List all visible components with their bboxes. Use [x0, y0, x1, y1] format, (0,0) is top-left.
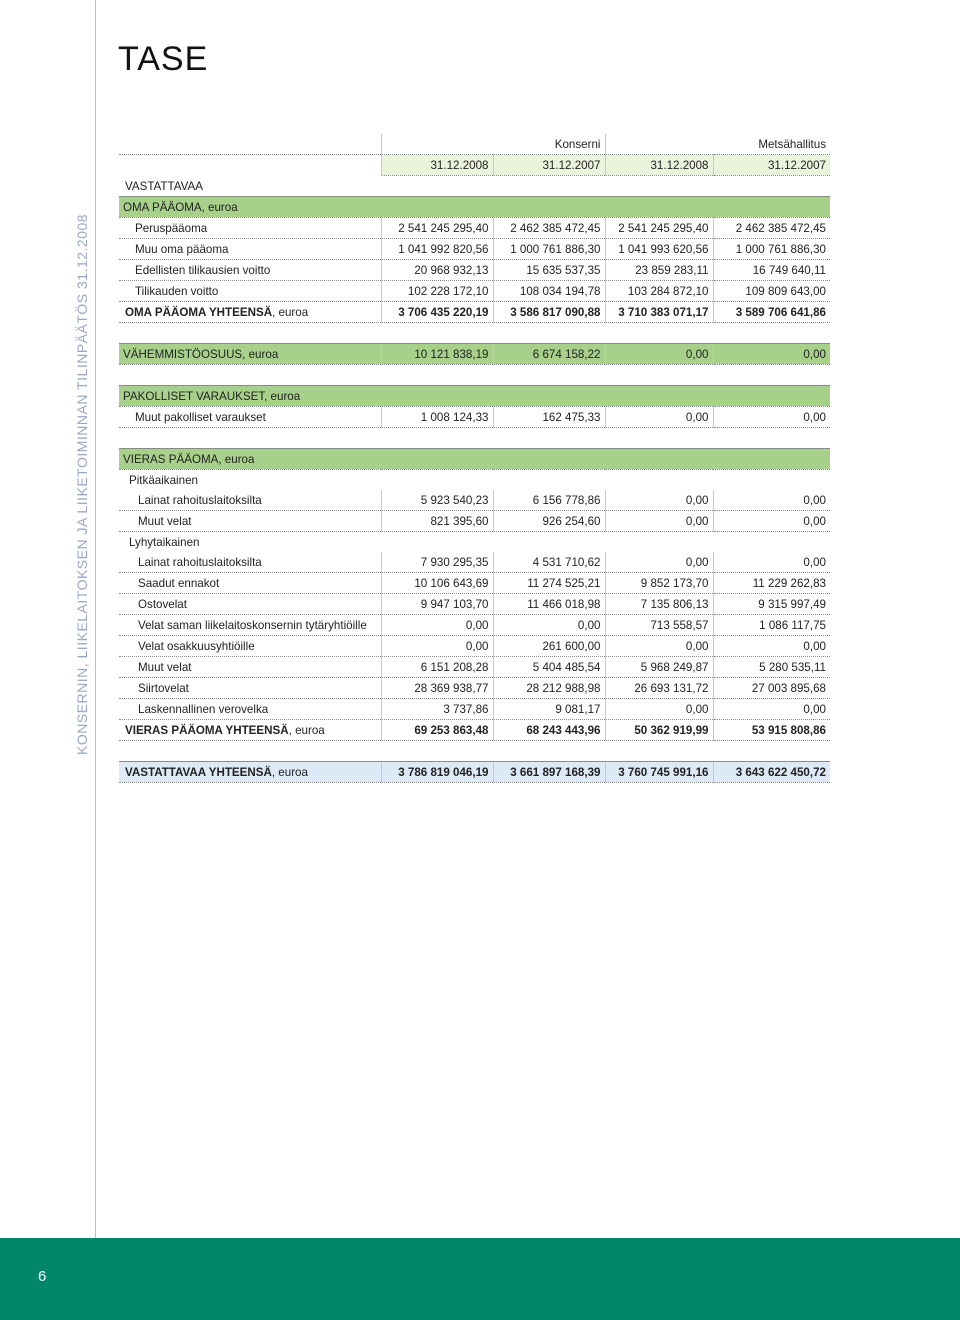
row-label: Velat osakkuusyhtiöille [119, 636, 381, 657]
table-row [119, 594, 830, 615]
cell-value: 102 228 172,10 [381, 281, 493, 302]
cell-value: 1 000 761 886,30 [713, 239, 830, 260]
cell-value: 1 000 761 886,30 [493, 239, 605, 260]
row-label: Muut velat [119, 511, 381, 532]
section-vieras-paaoma [119, 449, 830, 470]
cell-value: 0,00 [713, 490, 830, 511]
cell-value: 0,00 [713, 636, 830, 657]
total-value: 3 661 897 168,39 [493, 762, 605, 783]
row-label: Siirtovelat [119, 678, 381, 699]
total-value: 3 786 819 046,19 [381, 762, 493, 783]
row-label: Laskennallinen verovelka [119, 699, 381, 720]
date-col-3: 31.12.2008 [605, 155, 713, 176]
cell-value: 28 212 988,98 [493, 678, 605, 699]
section-label: VIERAS PÄÄOMA, euroa [119, 449, 830, 470]
oma-paaoma-total-row [119, 302, 830, 323]
group-metsahallitus: Metsähallitus [713, 134, 830, 155]
cell-value: 821 395,60 [381, 511, 493, 532]
cell-value: 6 156 778,86 [493, 490, 605, 511]
cell-value: 713 558,57 [605, 615, 713, 636]
cell-value: 20 968 932,13 [381, 260, 493, 281]
total-value: 3 589 706 641,86 [713, 302, 830, 323]
cell-value: 0,00 [493, 615, 605, 636]
cell-value: 5 280 535,11 [713, 657, 830, 678]
cell-value: 0,00 [605, 699, 713, 720]
table-row [119, 281, 830, 302]
section-oma-paaoma [119, 197, 830, 218]
cell-value: 9 852 173,70 [605, 573, 713, 594]
cell-value: 162 475,33 [493, 407, 605, 428]
cell-value: 9 947 103,70 [381, 594, 493, 615]
cell-value: 0,00 [713, 552, 830, 573]
date-col-1: 31.12.2008 [381, 155, 493, 176]
total-label: VASTATTAVAA YHTEENSÄ, euroa [119, 762, 381, 783]
row-label: Edellisten tilikausien voitto [119, 260, 381, 281]
subheading-pitkaaikainen: Pitkäaikainen [129, 473, 198, 487]
group-header-row [119, 134, 830, 155]
cell-value: 109 809 643,00 [713, 281, 830, 302]
section-label: OMA PÄÄOMA, euroa [119, 197, 830, 218]
cell-value: 10 121 838,19 [381, 344, 493, 365]
cell-value: 0,00 [713, 699, 830, 720]
side-running-title: KONSERNIN, LIIKELAITOKSEN JA LIIKETOIMINNAN TILINPÄÄTÖS 31.12.2008 [74, 213, 90, 755]
cell-value: 0,00 [605, 552, 713, 573]
row-label: Muu oma pääoma [119, 239, 381, 260]
cell-value: 0,00 [605, 511, 713, 532]
table-row [119, 218, 830, 239]
cell-value: 4 531 710,62 [493, 552, 605, 573]
cell-value: 926 254,60 [493, 511, 605, 532]
vastattavaa-heading: VASTATTAVAA [119, 176, 830, 197]
subheading-lyhytaikainen: Lyhytaikainen [129, 535, 200, 549]
total-value: 3 710 383 071,17 [605, 302, 713, 323]
cell-value: 6 151 208,28 [381, 657, 493, 678]
section-label: PAKOLLISET VARAUKSET, euroa [119, 386, 830, 407]
date-header-row [119, 155, 830, 176]
table-row [119, 699, 830, 720]
row-label: Saadut ennakot [119, 573, 381, 594]
cell-value: 2 541 245 295,40 [605, 218, 713, 239]
table-row [119, 239, 830, 260]
total-value: 3 706 435 220,19 [381, 302, 493, 323]
balance-sheet-table [119, 134, 830, 783]
subheading-row [119, 470, 830, 491]
section-vahemmisto [119, 344, 830, 365]
date-col-4: 31.12.2007 [713, 155, 830, 176]
page-number: 6 [38, 1268, 47, 1285]
vieras-total-row [119, 720, 830, 741]
total-value: 3 643 622 450,72 [713, 762, 830, 783]
cell-value: 10 106 643,69 [381, 573, 493, 594]
cell-value: 0,00 [713, 511, 830, 532]
cell-value: 5 968 249,87 [605, 657, 713, 678]
cell-value: 6 674 158,22 [493, 344, 605, 365]
cell-value: 7 930 295,35 [381, 552, 493, 573]
vastattavaa-total-row [119, 762, 830, 783]
section-label: VÄHEMMISTÖOSUUS, euroa [119, 344, 381, 365]
cell-value: 7 135 806,13 [605, 594, 713, 615]
cell-value: 0,00 [605, 344, 713, 365]
table-row [119, 636, 830, 657]
cell-value: 1 041 992 820,56 [381, 239, 493, 260]
cell-value: 16 749 640,11 [713, 260, 830, 281]
cell-value: 5 404 485,54 [493, 657, 605, 678]
cell-value: 0,00 [381, 636, 493, 657]
total-value: 53 915 808,86 [713, 720, 830, 741]
row-label: Ostovelat [119, 594, 381, 615]
table-row [119, 657, 830, 678]
cell-value: 26 693 131,72 [605, 678, 713, 699]
table-row [119, 407, 830, 428]
cell-value: 0,00 [605, 636, 713, 657]
page-title: TASE [118, 40, 209, 78]
row-label: Muut pakolliset varaukset [119, 407, 381, 428]
cell-value: 0,00 [381, 615, 493, 636]
date-col-2: 31.12.2007 [493, 155, 605, 176]
cell-value: 1 008 124,33 [381, 407, 493, 428]
cell-value: 15 635 537,35 [493, 260, 605, 281]
subheading-row [119, 532, 830, 553]
table-row [119, 511, 830, 532]
cell-value: 103 284 872,10 [605, 281, 713, 302]
table-row [119, 678, 830, 699]
cell-value: 2 462 385 472,45 [713, 218, 830, 239]
cell-value: 1 041 993 620,56 [605, 239, 713, 260]
total-label: OMA PÄÄOMA YHTEENSÄ, euroa [119, 302, 381, 323]
cell-value: 2 462 385 472,45 [493, 218, 605, 239]
group-konserni: Konserni [493, 134, 605, 155]
total-value: 50 362 919,99 [605, 720, 713, 741]
cell-value: 108 034 194,78 [493, 281, 605, 302]
cell-value: 5 923 540,23 [381, 490, 493, 511]
table-row [119, 573, 830, 594]
cell-value: 11 466 018,98 [493, 594, 605, 615]
cell-value: 0,00 [713, 407, 830, 428]
vastattavaa-heading-row [119, 176, 830, 197]
total-value: 69 253 863,48 [381, 720, 493, 741]
cell-value: 0,00 [713, 344, 830, 365]
total-value: 3 586 817 090,88 [493, 302, 605, 323]
row-label: Lainat rahoituslaitoksilta [119, 552, 381, 573]
row-label: Lainat rahoituslaitoksilta [119, 490, 381, 511]
cell-value: 27 003 895,68 [713, 678, 830, 699]
cell-value: 3 737,86 [381, 699, 493, 720]
cell-value: 28 369 938,77 [381, 678, 493, 699]
cell-value: 1 086 117,75 [713, 615, 830, 636]
cell-value: 9 081,17 [493, 699, 605, 720]
table-row [119, 260, 830, 281]
margin-divider [95, 0, 96, 1238]
row-label: Velat saman liikelaitoskonsernin tytäryhtiöille [119, 615, 381, 636]
table-row [119, 490, 830, 511]
cell-value: 261 600,00 [493, 636, 605, 657]
cell-value: 9 315 997,49 [713, 594, 830, 615]
row-label: Tilikauden voitto [119, 281, 381, 302]
footer-band [0, 1238, 960, 1320]
total-label: VIERAS PÄÄOMA YHTEENSÄ, euroa [119, 720, 381, 741]
total-value: 68 243 443,96 [493, 720, 605, 741]
cell-value: 23 859 283,11 [605, 260, 713, 281]
table-row [119, 552, 830, 573]
table-row [119, 615, 830, 636]
row-label: Muut velat [119, 657, 381, 678]
cell-value: 2 541 245 295,40 [381, 218, 493, 239]
cell-value: 11 274 525,21 [493, 573, 605, 594]
total-value: 3 760 745 991,16 [605, 762, 713, 783]
cell-value: 11 229 262,83 [713, 573, 830, 594]
section-pakolliset [119, 386, 830, 407]
cell-value: 0,00 [605, 407, 713, 428]
cell-value: 0,00 [605, 490, 713, 511]
row-label: Peruspääoma [119, 218, 381, 239]
